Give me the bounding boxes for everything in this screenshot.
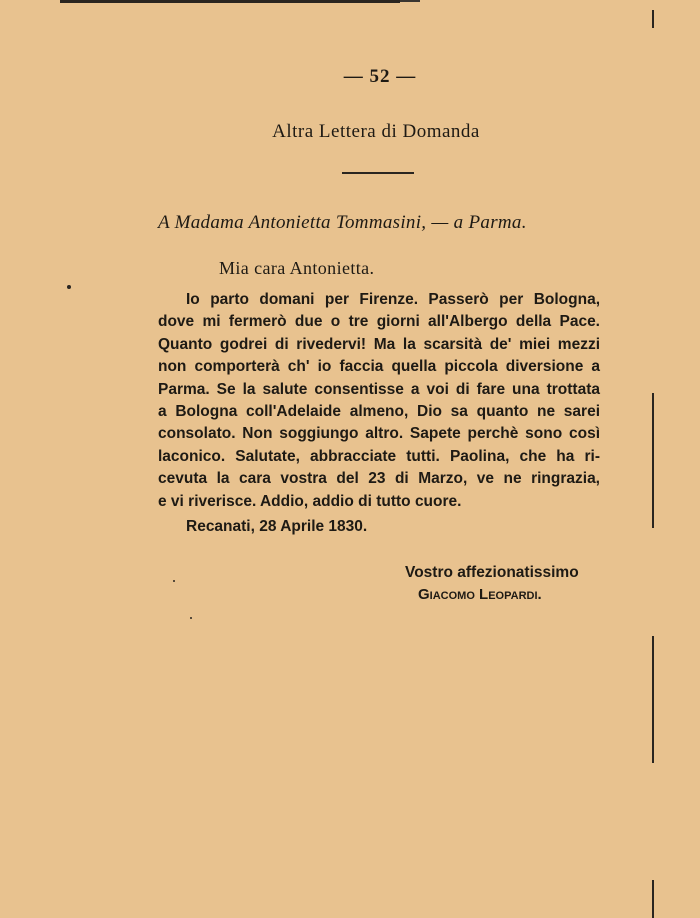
closing-formula: Vostro affezionatissimo bbox=[405, 564, 579, 581]
letter-body bbox=[158, 289, 600, 513]
scan-top-edge-fragment bbox=[400, 0, 420, 2]
body-line: Parma. Se la salute consentisse a voi di fare una trottata bbox=[158, 380, 600, 398]
scan-edge-mark bbox=[652, 10, 654, 28]
scan-edge-mark bbox=[652, 880, 654, 918]
letter-title: Altra Lettera di Domanda bbox=[272, 121, 480, 142]
title-divider bbox=[342, 172, 414, 174]
body-line: Quanto godrei di rivedervi! Ma la scarsità de' miei mezzi bbox=[158, 335, 600, 353]
body-line: cevuta la cara vostra del 23 di Marzo, ve ne ringrazia, bbox=[158, 470, 600, 488]
ink-speck bbox=[67, 285, 71, 289]
body-line: non comporterà ch' io faccia quella piccola diversione a bbox=[158, 358, 600, 376]
body-line: e vi riverisce. Addio, addio di tutto cuore. bbox=[158, 492, 462, 510]
addressee-line: A Madama Antonietta Tommasini, — a Parma. bbox=[158, 212, 527, 233]
body-line: laconico. Salutate, abbracciate tutti. Paolina, che ha ri- bbox=[158, 447, 600, 465]
scan-edge-mark bbox=[652, 393, 654, 528]
scan-edge-mark bbox=[652, 636, 654, 763]
scan-top-edge bbox=[60, 0, 400, 3]
place-date: Recanati, 28 Aprile 1830. bbox=[186, 518, 368, 535]
body-line: Io parto domani per Firenze. Passerò per Bologna, bbox=[186, 291, 600, 308]
ink-speck bbox=[173, 580, 175, 582]
salutation: Mia cara Antonietta. bbox=[219, 258, 375, 278]
body-line: consolato. Non soggiungo altro. Sapete perchè sono così bbox=[158, 425, 600, 443]
ink-speck bbox=[190, 617, 192, 619]
body-line: a Bologna coll'Adelaide almeno, Dio sa quanto ne sarei bbox=[158, 403, 600, 421]
body-line: dove mi fermerò due o tre giorni all'Albergo della Pace. bbox=[158, 313, 600, 331]
signature: Giacomo Leopardi. bbox=[418, 586, 542, 603]
page-number: — 52 — bbox=[343, 66, 417, 87]
